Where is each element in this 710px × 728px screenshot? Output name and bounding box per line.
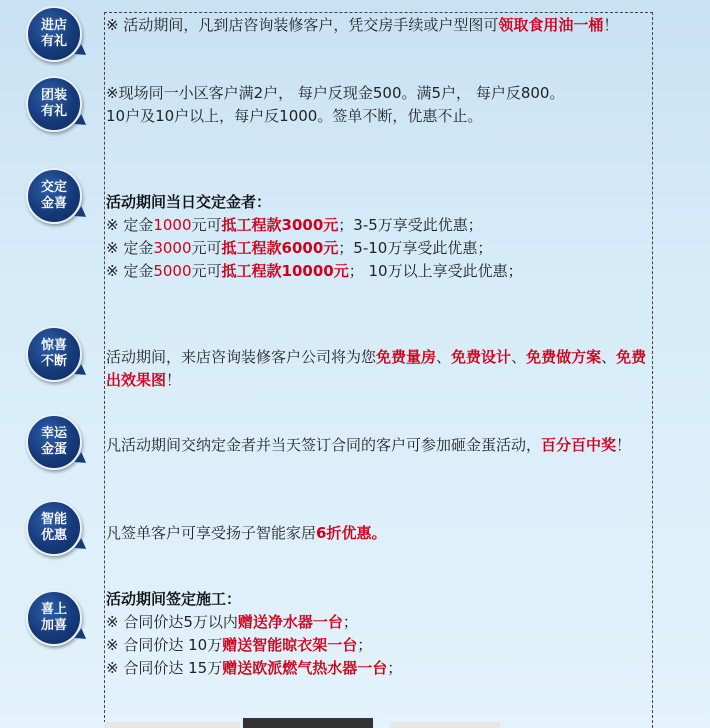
badge-surprise xyxy=(26,326,82,382)
section-title: 活动期间签定施工： xyxy=(106,590,242,608)
deposit-line: ※ 定金3000元可抵工程款6000元；5-10万享受此优惠； xyxy=(106,239,493,257)
badge-line: 加喜 xyxy=(40,618,67,633)
badge-line: 进店 xyxy=(40,18,67,33)
section-surprise: 活动期间，来店咨询装修客户公司将为您免费量房、免费设计、免费做方案、免费出效果图！ xyxy=(106,348,647,389)
badge-smart-discount xyxy=(26,500,82,556)
deposit-line: ※ 定金5000元可抵工程款10000元； 10万以上享受此优惠； xyxy=(106,262,523,280)
text-line: 10户及10户以上，每户反1000。签单不断，优惠不止。 xyxy=(106,107,483,125)
badge-line: 金喜 xyxy=(40,196,67,211)
badge-line: 智能 xyxy=(40,512,67,527)
construction-line: ※ 合同价达 15万赠送欧派燃气热水器一台； xyxy=(106,659,403,677)
badge-group-gift xyxy=(26,76,82,132)
badge-line: 团装 xyxy=(40,88,67,103)
badge-double-joy xyxy=(26,590,82,646)
badge-line: 幸运 xyxy=(40,426,67,441)
badge-line: 优惠 xyxy=(40,528,67,543)
badge-line: 喜上 xyxy=(40,602,67,617)
section-deposit xyxy=(106,191,652,283)
construction-line: ※ 合同价达 10万赠送智能晾衣架一台； xyxy=(106,636,373,654)
badge-line: 金蛋 xyxy=(40,442,67,457)
construction-line: ※ 合同价达5万以内赠送净水器一台； xyxy=(106,613,358,631)
badge-line: 交定 xyxy=(40,180,67,195)
badge-line: 有礼 xyxy=(40,34,67,49)
bottom-strip xyxy=(390,722,500,728)
text: ！ xyxy=(603,16,619,34)
badge-line: 有礼 xyxy=(40,104,67,119)
section-title: 活动期间当日交定金者： xyxy=(106,193,272,211)
badge-golden-egg xyxy=(26,414,82,470)
bottom-bar xyxy=(243,718,373,728)
section-store-gift xyxy=(106,14,652,37)
section-construction xyxy=(106,588,652,680)
bottom-strip xyxy=(104,722,240,728)
badge-store-gift xyxy=(26,6,82,62)
badge-line: 惊喜 xyxy=(40,338,67,353)
badge-line: 不断 xyxy=(40,354,67,369)
text: ※ 活动期间，凡到店咨询装修客户，凭交房手续或户型图可 xyxy=(106,16,499,34)
section-group-gift xyxy=(106,82,652,128)
text-line: ※现场同一小区客户满2户， 每户反现金500。满5户， 每户反800。 xyxy=(106,84,565,102)
section-smart-discount: 凡签单客户可享受扬子智能家居6折优惠。 xyxy=(106,524,387,542)
highlight-oil: 领取食用油一桶 xyxy=(498,16,604,34)
badge-deposit-gift xyxy=(26,168,82,224)
deposit-line: ※ 定金1000元可抵工程款3000元；3-5万享受此优惠； xyxy=(106,216,483,234)
section-golden-egg: 凡活动期间交纳定金者并当天签订合同的客户可参加砸金蛋活动，百分百中奖！ xyxy=(106,436,632,454)
